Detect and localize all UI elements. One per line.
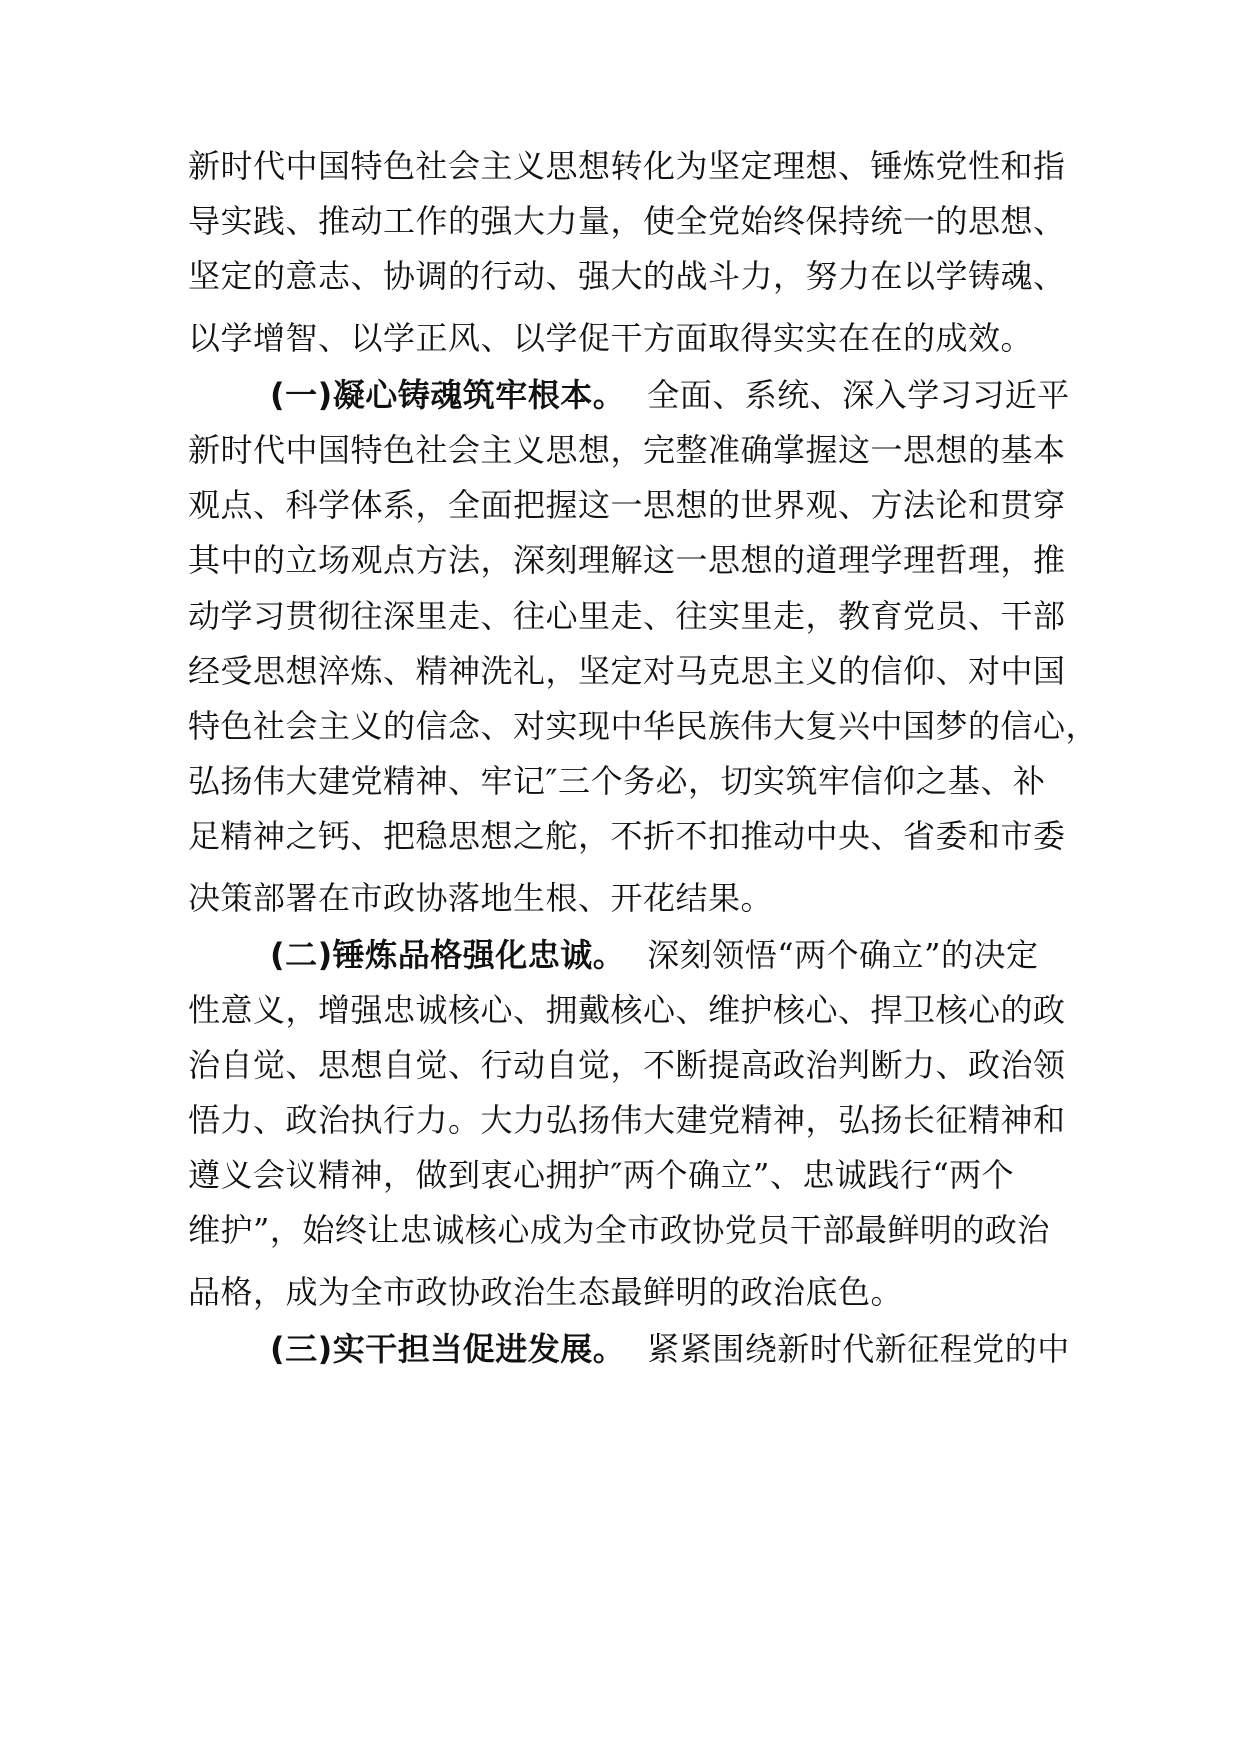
section-heading: (三)实干担当促进发展。: [270, 1330, 626, 1368]
text-line: 观点、科学体系，全面把握这一思想的世界观、方法论和贯穿: [188, 486, 1066, 524]
section-heading: (一)凝心铸魂筑牢根本。: [270, 376, 626, 414]
text-line: 导实践、推动工作的强大力量，使全党始终保持统一的思想、: [188, 202, 1066, 240]
text-line: 维护”，始终让忠诚核心成为全市政协党员干部最鲜明的政治: [188, 1211, 1050, 1249]
text-line: 坚定的意志、协调的行动、强大的战斗力，努力在以学铸魂、: [188, 257, 1066, 295]
paragraph-first-line: [270, 935, 1039, 975]
text-line: 足精神之钙、把稳思想之舵，不折不扣推动中央、省委和市委: [188, 817, 1066, 855]
text-line: 特色社会主义的信念、对实现中华民族伟大复兴中国梦的信心，: [188, 707, 1099, 745]
section-heading: (二)锤炼品格强化忠诚。: [270, 936, 626, 974]
text-line: 经受思想淬炼、精神洗礼，坚定对马克思主义的信仰、对中国: [188, 652, 1066, 690]
text-run: 深刻领悟“两个确立”的决定: [647, 936, 1039, 974]
text-line: 新时代中国特色社会主义思想转化为坚定理想、锤炼党性和指: [188, 147, 1066, 185]
text-line: 以学增智、以学正风、以学促干方面取得实实在在的成效。: [188, 319, 1034, 357]
text-line: 品格，成为全市政协政治生态最鲜明的政治底色。: [188, 1273, 904, 1311]
text-line: 遵义会议精神，做到衷心拥护″两个确立”、忠诚践行“两个: [188, 1156, 1015, 1194]
text-line: 决策部署在市政协落地生根、开花结果。: [188, 879, 774, 917]
text-line: 新时代中国特色社会主义思想，完整准确掌握这一思想的基本: [188, 431, 1066, 469]
paragraph-first-line: [270, 1329, 1070, 1369]
paragraph-first-line: [270, 375, 1070, 415]
text-line: 弘扬伟大建党精神、牢记″三个务必，切实筑牢信仰之基、补: [188, 762, 1046, 800]
text-line: 动学习贯彻往深里走、往心里走、往实里走，教育党员、干部: [188, 597, 1066, 635]
text-line: 其中的立场观点方法，深刻理解这一思想的道理学理哲理，推: [188, 541, 1066, 579]
text-line: 治自觉、思想自觉、行动自觉，不断提高政治判断力、政治领: [188, 1046, 1066, 1084]
text-run: 全面、系统、深入学习习近平: [647, 376, 1070, 414]
text-run: 紧紧围绕新时代新征程党的中: [647, 1330, 1070, 1368]
text-line: 悟力、政治执行力。大力弘扬伟大建党精神，弘扬长征精神和: [188, 1101, 1066, 1139]
text-line: 性意义，增强忠诚核心、拥戴核心、维护核心、捍卫核心的政: [188, 991, 1066, 1029]
